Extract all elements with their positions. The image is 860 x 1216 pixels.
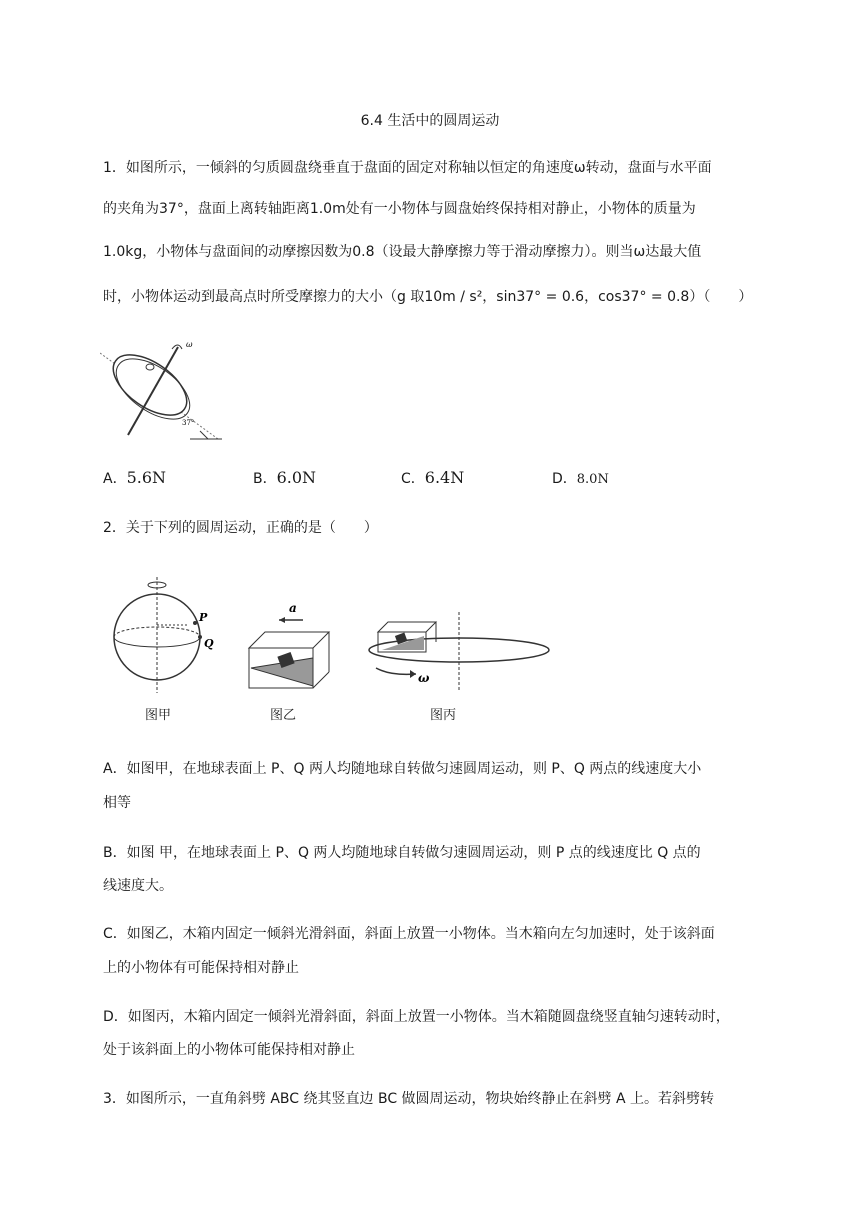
option-b[interactable]	[253, 468, 316, 488]
q2-stem: 2．关于下列的圆周运动，正确的是（ ）	[103, 520, 378, 536]
option-b-letter: B．	[253, 471, 277, 487]
omega-label: ω	[186, 340, 193, 349]
tilted-disc-figure	[100, 335, 230, 445]
q2-d-line-2: 处于该斜面上的小物体可能保持相对静止	[103, 1042, 355, 1058]
globe-figure	[110, 575, 220, 695]
caption-jia: 图甲	[145, 708, 172, 723]
angle-label: 37°	[182, 419, 195, 427]
q3-line-1: 3．如图所示，一直角斜劈 ABC 绕其竖直边 BC 做圆周运动，物块始终静止在斜劈 A 上。若斜劈转	[103, 1091, 715, 1107]
option-a-letter: A．	[103, 471, 127, 487]
page-title: 6.4 生活中的圆周运动	[360, 113, 500, 129]
q2-c-line-1: C．如图乙，木箱内固定一倾斜光滑斜面，斜面上放置一小物体。当木箱向左匀加速时，处于该斜面	[103, 926, 715, 942]
q2-b-line-1: B．如图 甲，在地球表面上 P、Q 两人均随地球自转做匀速圆周运动，则 P 点的线速度比 Q 点的	[103, 845, 701, 861]
caption-bing: 图丙	[430, 708, 457, 723]
turntable-figure	[358, 612, 558, 692]
q1-line-2: 的夹角为37°，盘面上离转轴距离1.0m处有一小物体与圆盘始终保持相对静止，小物体的质量为	[103, 201, 696, 217]
label-q: Q	[204, 637, 214, 650]
q1-line-4: 时，小物体运动到最高点时所受摩擦力的大小（g 取10m / s²，sin37° = 0.6，cos37° = 0.8）（ ）	[103, 289, 753, 305]
option-a[interactable]	[103, 468, 166, 488]
option-c-value: 6.4N	[424, 468, 465, 487]
option-c[interactable]	[401, 468, 464, 488]
q2-b-line-2: 线速度大。	[103, 878, 173, 894]
label-a: a	[289, 601, 297, 615]
option-a-value: 5.6N	[126, 468, 167, 487]
option-d-value: 8.0N	[576, 472, 609, 487]
q1-line-1: 1．如图所示，一倾斜的匀质圆盘绕垂直于盘面的固定对称轴以恒定的角速度ω转动，盘面与水平面	[103, 160, 712, 176]
q1-line-3: 1.0kg，小物体与盘面间的动摩擦因数为0.8（设最大静摩擦力等于滑动摩擦力）。则当ω达最大值	[103, 244, 702, 260]
option-d-letter: D．	[552, 471, 577, 487]
q2-d-line-1: D．如图丙，木箱内固定一倾斜光滑斜面，斜面上放置一小物体。当木箱随圆盘绕竖直轴匀速转动时，	[103, 1009, 730, 1025]
box-incline-figure	[245, 598, 335, 693]
q2-c-line-2: 上的小物体有可能保持相对静止	[103, 960, 299, 976]
option-c-letter: C．	[401, 471, 425, 487]
option-d[interactable]	[552, 468, 609, 488]
q2-a-line-2: 相等	[103, 795, 131, 811]
label-p: P	[199, 611, 208, 624]
label-omega: ω	[418, 671, 430, 685]
q2-a-line-1: A．如图甲，在地球表面上 P、Q 两人均随地球自转做匀速圆周运动，则 P、Q 两点的线速度大小	[103, 761, 702, 777]
option-b-value: 6.0N	[276, 468, 317, 487]
caption-yi: 图乙	[270, 708, 297, 723]
